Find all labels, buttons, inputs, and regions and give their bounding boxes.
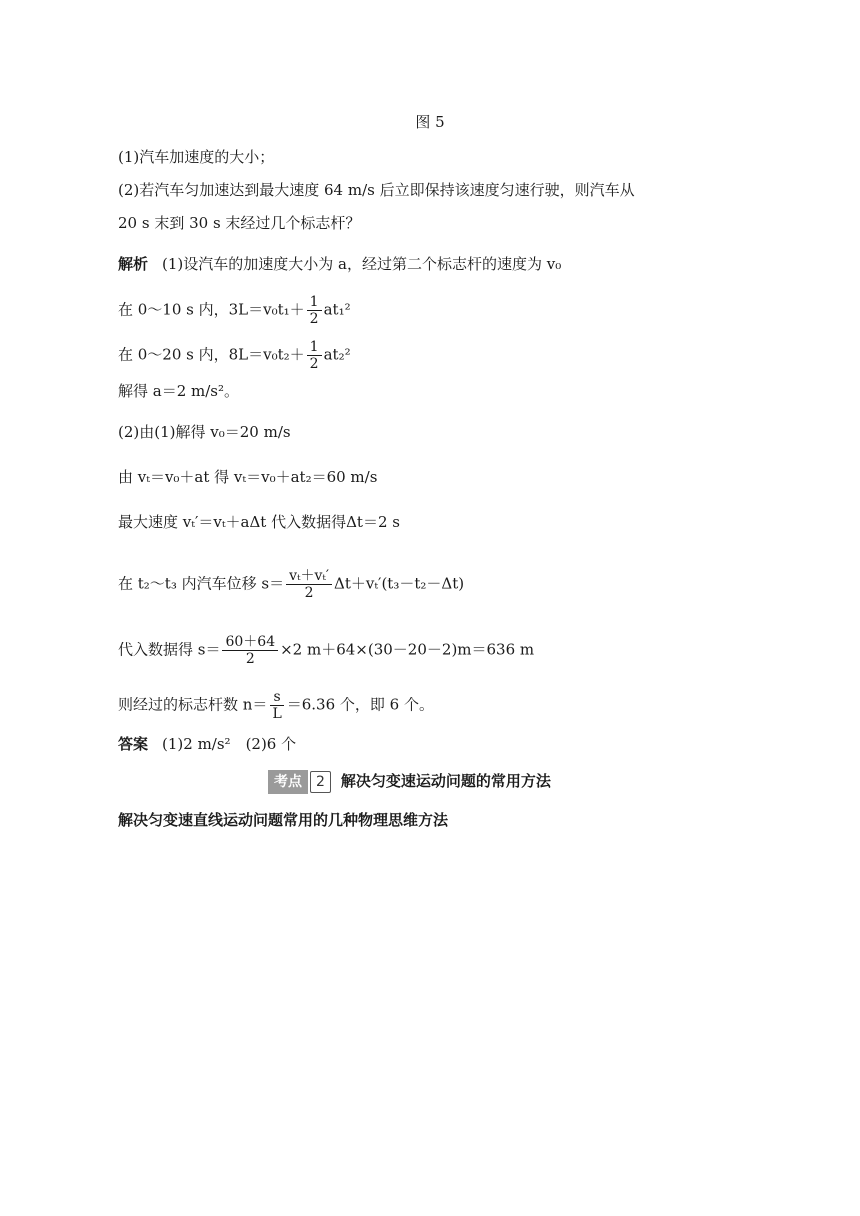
figure-caption: 图 5 [415,113,445,131]
calculation-fraction [222,634,278,667]
displacement-fraction [286,568,332,601]
calculation-suffix: ×2 m＋64×(30－20－2)m＝636 m [280,640,535,659]
equation-1-suffix: at₁² [323,300,351,319]
count-prefix: 则经过的标志杆数 n＝ [118,695,268,714]
solution-intro-line [118,254,561,274]
fraction-denominator: 2 [309,356,319,372]
topic-badge-label: 考点 [268,770,308,794]
fraction-half-1 [307,294,322,327]
max-velocity-equation: 最大速度 vₜ′＝vₜ＋aΔt 代入数据得Δt＝2 s [118,513,400,531]
result-acceleration: 解得 a＝2 m/s²。 [118,382,240,400]
equation-2-suffix: at₂² [323,345,351,364]
solution-label: 解析 [118,255,149,273]
question-2-line-2: 20 s 末到 30 s 末经过几个标志杆？ [118,214,361,232]
fraction-denominator: 2 [245,651,255,667]
fraction-denominator: 2 [304,585,314,601]
answer-line [118,734,296,754]
solution-intro: (1)设汽车的加速度大小为 a，经过第二个标志杆的速度为 v₀ [162,255,562,273]
section-title: 解决匀变速运动问题的常用方法 [340,772,551,790]
topic-badge [268,770,331,794]
fraction-numerator: 1 [307,339,322,356]
topic-badge-number: 2 [310,771,331,793]
velocity-equation: 由 vₜ＝v₀＋at 得 vₜ＝v₀＋at₂＝60 m/s [118,468,378,486]
equation-1 [118,294,351,327]
equation-1-prefix: 在 0～10 s 内，3L＝v₀t₁＋ [118,300,305,319]
displacement-suffix: Δt＋vₜ′(t₃－t₂－Δt) [334,574,465,593]
fraction-numerator: vₜ＋vₜ′ [286,568,332,585]
fraction-half-2 [307,339,322,372]
displacement-equation [118,568,464,601]
count-suffix: ＝6.36 个，即 6 个。 [286,695,434,714]
fraction-denominator: L [272,706,282,722]
count-equation [118,689,434,722]
fraction-denominator: 2 [309,311,319,327]
count-fraction [269,689,284,722]
question-1: (1)汽车加速度的大小； [118,148,275,166]
calculation-prefix: 代入数据得 s＝ [118,640,221,659]
answer-label: 答案 [118,735,149,753]
fraction-numerator: 1 [307,294,322,311]
calculation-equation [118,634,534,667]
answer-text: (1)2 m/s² (2)6 个 [162,735,297,753]
displacement-prefix: 在 t₂～t₃ 内汽车位移 s＝ [118,574,285,593]
part-2-initial-velocity: (2)由(1)解得 v₀＝20 m/s [118,423,291,441]
fraction-numerator: 60＋64 [222,634,278,651]
fraction-numerator: s [270,689,283,706]
section-heading [268,770,551,794]
subsection-title: 解决匀变速直线运动问题常用的几种物理思维方法 [118,811,449,829]
question-2-line-1: (2)若汽车匀加速达到最大速度 64 m/s 后立即保持该速度匀速行驶，则汽车从 [118,181,635,199]
equation-2 [118,339,351,372]
equation-2-prefix: 在 0～20 s 内，8L＝v₀t₂＋ [118,345,305,364]
